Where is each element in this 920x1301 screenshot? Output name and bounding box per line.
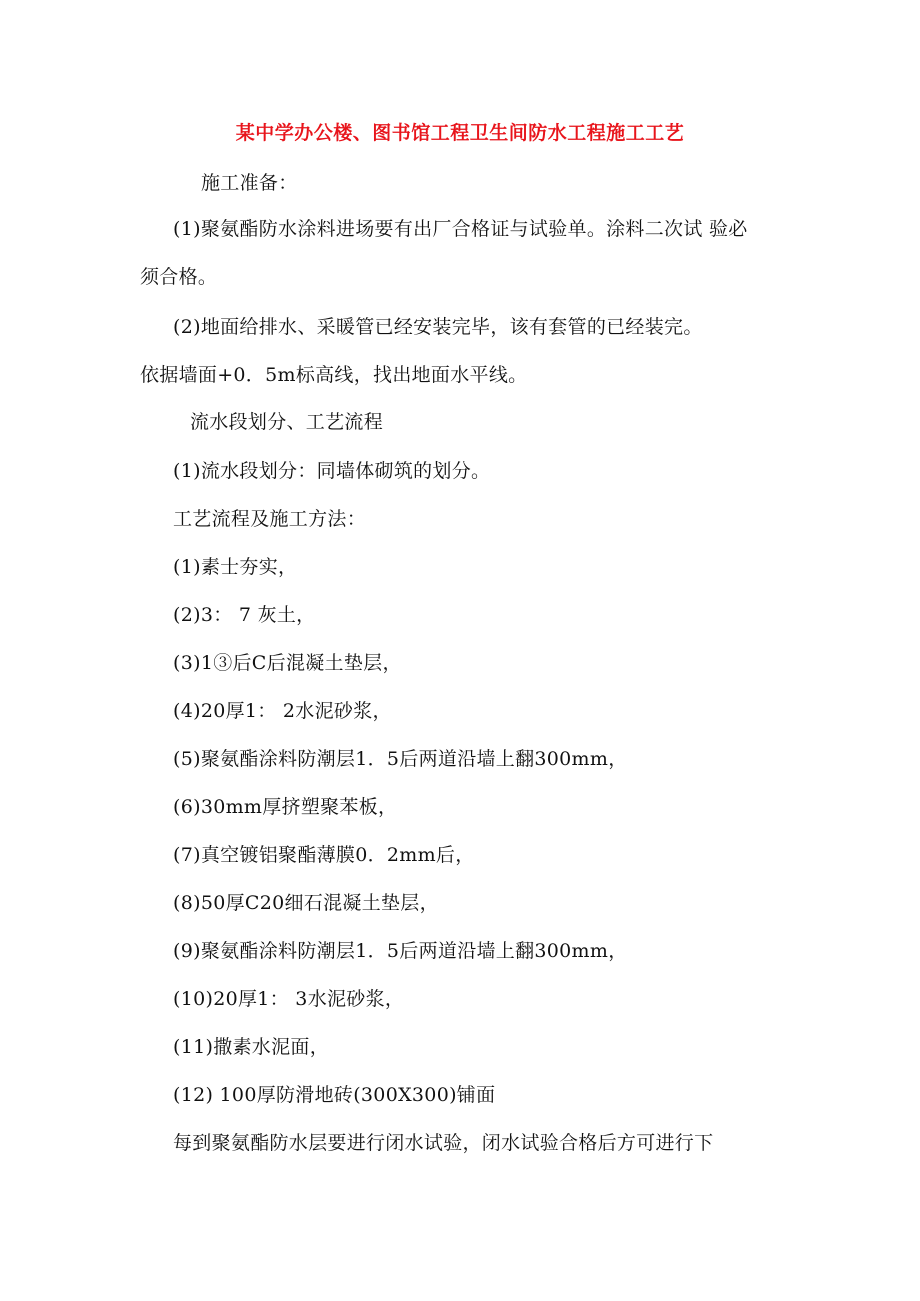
list-item: (6)30mm厚挤塑聚苯板， <box>173 796 398 818</box>
list-item: (8)50厚C20细石混凝土垫层， <box>173 892 439 914</box>
list-item: (7)真空镀铝聚酯薄膜0．2mm后， <box>173 844 475 866</box>
list-item: (4)20厚1： 2水泥砂浆， <box>173 700 392 722</box>
paragraph-line: 工艺流程及施工方法： <box>173 508 367 530</box>
list-item: (10)20厚1： 3水泥砂浆， <box>173 988 405 1010</box>
paragraph-line: 施工准备： <box>201 172 298 194</box>
paragraph-line: 依据墙面+0．5m标高线，找出地面水平线。 <box>140 364 528 386</box>
paragraph-line: 须合格。 <box>140 266 218 288</box>
list-item: (5)聚氨酯涂料防潮层1．5后两道沿墙上翻300mm， <box>173 748 628 770</box>
document-title: 某中学办公楼、图书馆工程卫生间防水工程施工工艺 <box>235 122 685 144</box>
list-item: (2)3： 7 灰土， <box>173 604 316 626</box>
paragraph-line: 每到聚氨酯防水层要进行闭水试验，闭水试验合格后方可进行下 <box>173 1132 714 1154</box>
list-item: (12) 100厚防滑地砖(300X300)铺面 <box>173 1084 496 1106</box>
list-item: (9)聚氨酯涂料防潮层1．5后两道沿墙上翻300mm， <box>173 940 628 962</box>
paragraph-line: (2)地面给排水、采暖管已经安装完毕，该有套管的已经装完。 <box>173 316 703 338</box>
paragraph-line: (1)流水段划分：同墙体砌筑的划分。 <box>173 460 491 482</box>
list-item: (11)撒素水泥面， <box>173 1036 330 1058</box>
section-heading: 流水段划分、工艺流程 <box>190 411 384 433</box>
list-item: (3)1③后C后混凝土垫层， <box>173 652 402 674</box>
list-item: (1)素士夯实， <box>173 556 298 578</box>
paragraph-line: (1)聚氨酯防水涂料进场要有出厂合格证与试验单。涂料二次试 验必 <box>173 218 748 240</box>
